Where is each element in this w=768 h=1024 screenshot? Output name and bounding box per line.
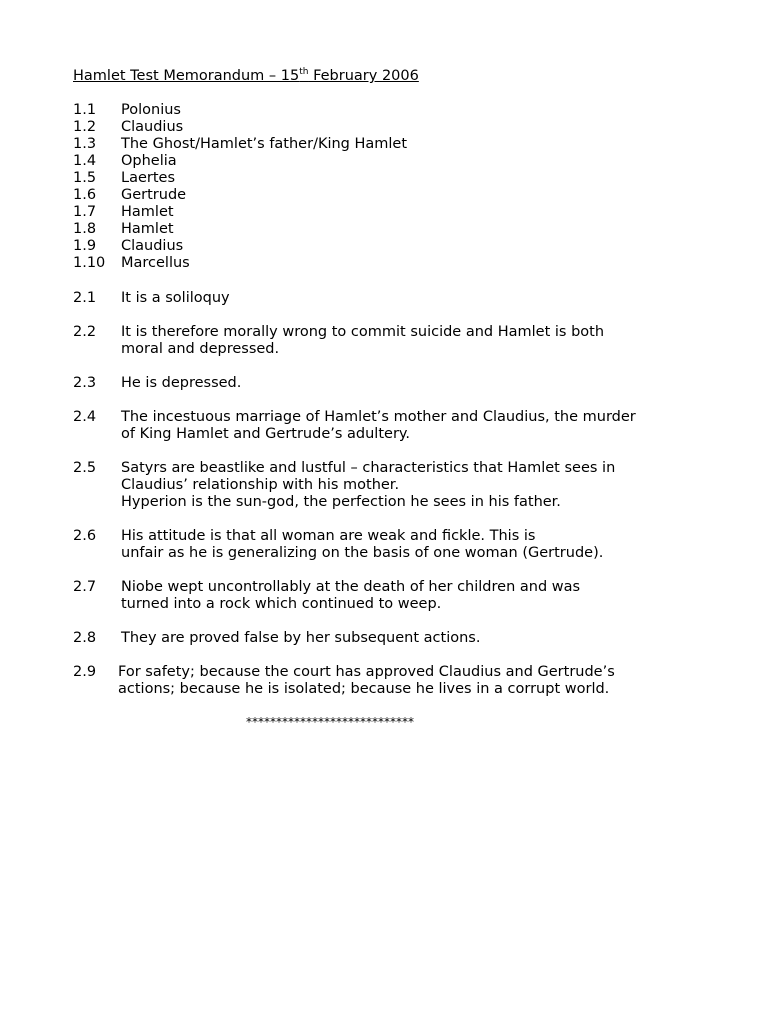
answer-block-2-3 [73,375,636,392]
question-number: 1.10 [73,255,106,271]
question-number: 2.9 [73,664,97,680]
answer-row-1-1 [73,102,407,119]
answer-block-2-6 [73,528,636,562]
question-number: 1.3 [73,136,97,152]
question-number: 2.8 [73,630,97,646]
answer-lines [118,664,615,698]
answer-line: It is therefore morally wrong to commit suicide and Hamlet is both [121,324,605,340]
answer-line: The incestuous marriage of Hamlet’s mother and Claudius, the murder [121,409,636,425]
answer-block-2-5 [73,460,636,511]
answer-line: He is depressed. [121,375,242,391]
answer-text: Hamlet [121,221,174,237]
answer-lines [121,579,580,613]
answer-text: The Ghost/Hamlet’s father/King Hamlet [121,136,408,152]
answer-block-2-9 [73,664,636,698]
question-number: 2.1 [73,290,97,306]
question-number: 1.7 [73,204,97,220]
answer-row-1-9 [73,238,407,255]
question-number: 2.5 [73,460,97,476]
answer-lines [121,324,604,358]
answer-lines [121,290,230,307]
answer-lines [121,375,241,392]
answer-row-1-7 [73,204,407,221]
answer-row-1-10 [73,255,407,272]
question-number: 2.3 [73,375,97,391]
answer-line: They are proved false by her subsequent actions. [121,630,481,646]
answer-lines [121,630,480,647]
section-1-answers [73,102,407,272]
answer-line: His attitude is that all woman are weak and fickle. This is [121,528,536,544]
separator-asterisks: **************************** [246,715,414,729]
answer-text: Marcellus [121,255,190,271]
answer-line: Niobe wept uncontrollably at the death of her children and was [121,579,581,595]
question-number: 1.2 [73,119,97,135]
answer-row-1-5 [73,170,407,187]
answer-text: Gertrude [121,187,187,203]
answer-line: moral and depressed. [121,341,280,357]
answer-text: Claudius [121,238,184,254]
answer-line: of King Hamlet and Gertrude’s adultery. [121,426,411,442]
answer-block-2-4 [73,409,636,443]
question-number: 2.4 [73,409,97,425]
answer-line: For safety; because the court has approved Claudius and Gertrude’s [118,664,615,680]
title-prefix: Hamlet Test Memorandum – 15 [73,68,300,84]
answer-text: Claudius [121,119,184,135]
title-superscript: th [299,67,309,77]
answer-lines [121,409,636,443]
question-number: 1.9 [73,238,97,254]
section-2-answers [73,290,636,715]
answer-text: Hamlet [121,204,174,220]
question-number: 2.7 [73,579,97,595]
answer-row-1-2 [73,119,407,136]
answer-row-1-4 [73,153,407,170]
answer-row-1-6 [73,187,407,204]
answer-line: turned into a rock which continued to weep. [121,596,442,612]
answer-block-2-8 [73,630,636,647]
question-number: 2.2 [73,324,97,340]
answer-text: Ophelia [121,153,177,169]
question-number: 1.6 [73,187,97,203]
title-suffix: February 2006 [308,68,419,84]
question-number: 1.5 [73,170,97,186]
question-number: 1.1 [73,102,97,118]
answer-line: actions; because he is isolated; because he lives in a corrupt world. [118,681,610,697]
answer-lines [121,460,615,511]
answer-block-2-7 [73,579,636,613]
answer-line: Satyrs are beastlike and lustful – characteristics that Hamlet sees in [121,460,616,476]
question-number: 2.6 [73,528,97,544]
answer-lines [121,528,603,562]
answer-block-2-1 [73,290,636,307]
answer-block-2-2 [73,324,636,358]
answer-line: Hyperion is the sun-god, the perfection he sees in his father. [121,494,561,510]
answer-line: It is a soliloquy [121,290,230,306]
question-number: 1.8 [73,221,97,237]
answer-row-1-8 [73,221,407,238]
question-number: 1.4 [73,153,97,169]
answer-line: Claudius’ relationship with his mother. [121,477,400,493]
answer-line: unfair as he is generalizing on the basis of one woman (Gertrude). [121,545,604,561]
memorandum-title [73,67,419,85]
answer-text: Laertes [121,170,176,186]
answer-text: Polonius [121,102,181,118]
answer-row-1-3 [73,136,407,153]
